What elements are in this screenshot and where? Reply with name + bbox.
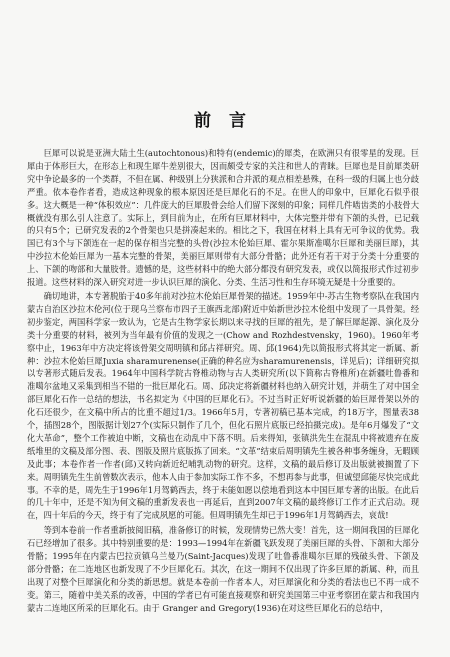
paragraph-3: 等到本卷前一作者重新披阅旧稿，准备修订的时候，发现情势已然大变！首先，这一期间我国的巨犀化石已经增加了很多。其中特别重要的是：1993—1994年在新疆飞跃发现了美丽巨犀的头骨、下颌和大部分骨骼；1995年在内蒙古巴拉贡镇乌兰曼乃(Saint-Jacques)发现了吐鲁番准噶尔巨犀的残破头骨、下颌及部分骨骼；在二连地区也新发现了不少巨犀化石。其次，在这一期间不仅出现了许多巨犀的新属、种，而且出现了对整个巨犀演化和分类的新思想。就是本卷前一作者本人，对巨犀演化和分类的看法也已不再一成不变。第三，随着中美关系的改善，中国的学者已有可能直接观察和研究美国第三中亚考察团在蒙古和我国内蒙古二连地区所采的巨犀化石。由于 Granger and Gregory(1936)在对这些巨犀化石的总结中， bbox=[27, 525, 419, 613]
paragraph-2: 确切地讲，本专著脱胎于40多年前对沙拉木伦始巨犀骨架的描述。1959年中-苏古生物考察队在我国内蒙古自治区沙拉木伦河(位于现乌兰察布市四子王旗西北部)附近中始新世沙拉木伦组中发现了一具骨架。经初步鉴定，两国科学家一致认为，它是古生物学家长期以来寻找的巨犀的祖先，是了解巨犀起源、演化及分类十分重要的材料，被列为当年最有价值的发现之一(Chow and Rozhdestvensky，1960)。1960年考察中止，1963年中方决定将该骨架交周明镇和邱占祥研究。周、邱(1964)先以简报形式将其定一新属、新种：沙拉木伦始巨犀Juxia sharamurenense(正确的种名应为sharamurenensis，详见后)；详细研究拟以专著形式随后发表。1964年中国科学院古脊椎动物与古人类研究所(以下简称古脊椎所)在新疆吐鲁番和准噶尔盆地又采集到相当不错的一批巨犀化石。周、邱决定将新疆材料也纳入研究计划，并萌生了对中国全部巨犀化石作一总结的想法，书名拟定为《中国的巨犀化石》。不过当时正好听说新疆的始巨犀骨架以外的化石还很少，在文稿中所占的比重不超过1/3。1966年5月，专著初稿已基本完成，约18万字，图量表38个，插图28个，图版据计划27个(实际只制作了几个，但化石照片底版已经拍摄完成)。是年6月爆发了“文化大革命”，整个工作被迫中断，文稿也在动乱中下落不明。后来得知，张镇洪先生在混乱中将被遗弃在废纸堆里的文稿及部分图、表、图版及照片底版拣了回来。“文革”结束后周明镇先生被各种事务缠身，无暇顾及此事；本卷作者一作者(邱)又转向新近纪哺乳动物的研究。这样，文稿的最后修订及出版就被搁置了下来。周明镇先生生前曾数次表示，他本人由于参加实际工作不多，不想再参与此事，但诚望邱能尽快完成此事。不幸的是，周先生于1996年1月驾鹤西去，终于未能如愿以偿地看到这本中国巨犀专著的出版。在此后的几十年中，还是不知为何文稿的重新发表也一再延后，直到2007年文稿的最终修订工作才正式启动。现在，四十年后的今天，终于有了完成夙愿的可能。但周明镇先生却已于1996年1月驾鹤西去，哀哉! bbox=[27, 290, 419, 521]
preface-body bbox=[27, 147, 419, 616]
paragraph-1: 巨犀可以说是亚洲大陆土生(autochtonous)和特有(endemic)的犀类，在欧洲只有很零星的发现。巨犀由于体形巨大，在形态上和现生犀牛差别很大，因而颇受专家的关注和世人的青睐。巨犀也是目前犀类研究中争论最多的一个类群，不但在属、种级别上分狭派和合并派的观点相差悬殊，在科一级的归属上也分歧严重。依本卷作者看，造成这种现象的根本原因还是巨犀化石的不足。在世人的印象中，巨犀化石似乎很多。这大概是一种“体积效应”：几件庞大的巨犀股骨会给人们留下深刻的印象；同样几件啮齿类的小肢骨大概就没有那么引人注意了。实际上，到目前为止，在所有巨犀材料中，大体完整并带有下颌的头骨，已记载的只有5个；已研究发表的2个骨架也只是拼凑起来的。相比之下，我国在材料上具有无可争议的优势。我国已有3个与下颌连在一起的保存相当完整的头骨(沙拉木伦始巨犀、霍尔果斯准噶尔巨犀和美丽巨犀)，其中沙拉木伦始巨犀为一基本完整的骨架，美丽巨犀则带有大部分骨骼；此外还有若干对于分类十分重要的上、下颌的吻部和大量肢骨。遗憾的是，这些材料中的绝大部分都没有研究发表，或仅以简报形式作过初步报道。这些材料的深入研究对进一步认识巨犀的演化、分类、生活习性和生存环境无疑是十分重要的。 bbox=[27, 148, 419, 288]
preface-title: 前 言 bbox=[194, 111, 252, 131]
